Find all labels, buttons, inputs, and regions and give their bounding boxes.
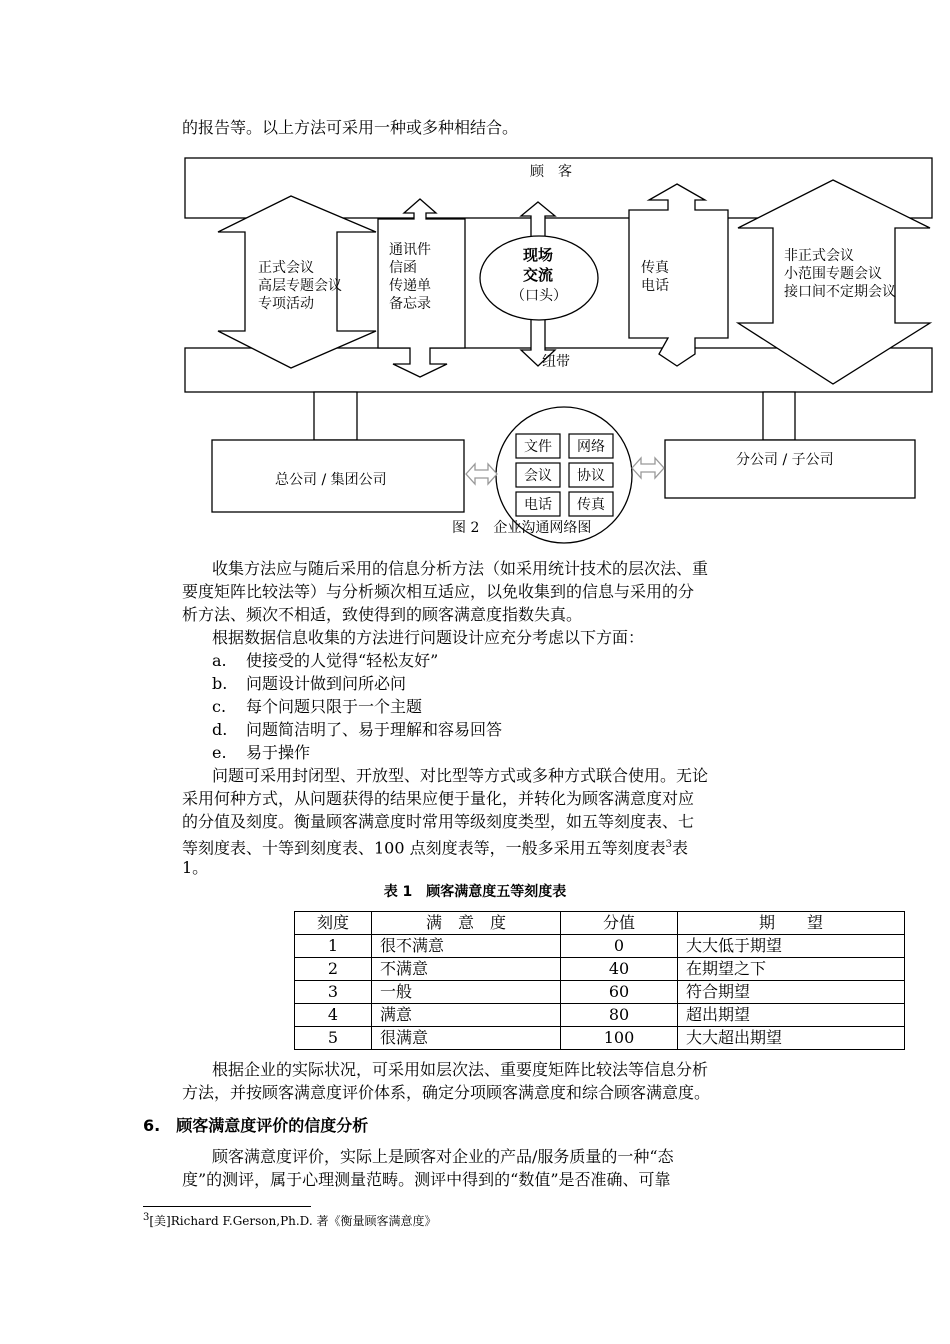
footnote-ref: 3 bbox=[665, 839, 673, 850]
left-line-3: 专项活动 bbox=[258, 296, 314, 312]
cell-6-label: 传真 bbox=[577, 497, 605, 513]
branch-box bbox=[665, 440, 915, 498]
p3-line-1: 问题可采用封闭型、开放型、对比型等方式或多种方式联合使用。无论 bbox=[212, 766, 709, 785]
p1-line-3: 析方法、频次不相适，致使得到的顾客满意度指数失真。 bbox=[182, 605, 583, 624]
cell-3-label: 会议 bbox=[524, 468, 552, 484]
branch-link-arrow bbox=[763, 392, 795, 440]
p1-line-1: 收集方法应与随后采用的信息分析方法（如采用统计技术的层次法、重 bbox=[212, 559, 709, 578]
p3-line-2: 采用何种方式，从问题获得的结果应便于量化，并转化为顾客满意度对应 bbox=[182, 789, 695, 808]
communication-network-diagram bbox=[0, 0, 950, 560]
box2-line-2: 信函 bbox=[389, 260, 417, 276]
box4-line-1: 传真 bbox=[641, 260, 669, 276]
list-item: c. 每个问题只限于一个主题 bbox=[212, 697, 423, 716]
table-row: 4 满意 80 超出期望 bbox=[295, 1004, 905, 1027]
table-header: 分值 bbox=[561, 912, 678, 935]
cell-2-label: 网络 bbox=[577, 439, 605, 455]
cell-5-label: 电话 bbox=[524, 497, 552, 513]
p4-line-2: 方法，并按顾客满意度评价体系，确定分项顾客满意度和综合顾客满意度。 bbox=[182, 1083, 711, 1102]
right-link-arrow bbox=[632, 458, 664, 478]
p3-line-5: 1。 bbox=[182, 858, 209, 877]
p3-line-4: 等刻度表、十等到刻度表、100 点刻度表等，一般多采用五等刻度表$^3$表 bbox=[182, 838, 689, 858]
satisfaction-scale-table bbox=[294, 911, 905, 1050]
list-item: d. 问题简洁明了、易于理解和容易回答 bbox=[212, 720, 503, 739]
right-line-1: 非正式会议 bbox=[784, 248, 854, 264]
hq-link-arrow bbox=[314, 392, 357, 440]
p5-line-1: 顾客满意度评价，实际上是顾客对企业的产品/服务质量的一种“态 bbox=[212, 1147, 674, 1166]
table-header: 刻度 bbox=[295, 912, 372, 935]
table-header: 期 望 bbox=[678, 912, 905, 935]
left-line-1: 正式会议 bbox=[258, 260, 314, 276]
p2: 根据数据信息收集的方法进行问题设计应充分考虑以下方面： bbox=[212, 628, 645, 647]
box2-line-3: 传递单 bbox=[389, 278, 431, 294]
table-row: 3 一般 60 符合期望 bbox=[295, 981, 905, 1004]
list-item: b. 问题设计做到问所必问 bbox=[212, 674, 407, 693]
figure-caption: 图 2 企业沟通网络图 bbox=[452, 520, 592, 536]
table-row: 5 很满意 100 大大超出期望 bbox=[295, 1027, 905, 1050]
table-row: 1 很不满意 0 大大低于期望 bbox=[295, 935, 905, 958]
box4-line-2: 电话 bbox=[641, 278, 669, 294]
list-item: e. 易于操作 bbox=[212, 743, 311, 762]
ellipse-line-1: 现场 bbox=[523, 246, 554, 264]
p3-line-3: 的分值及刻度。衡量顾客满意度时常用等级刻度类型，如五等刻度表、七 bbox=[182, 812, 695, 831]
list-item: a. 使接受的人觉得“轻松友好” bbox=[212, 651, 439, 670]
left-line-2: 高层专题会议 bbox=[258, 278, 342, 294]
hq-label: 总公司 / 集团公司 bbox=[275, 472, 387, 488]
branch-label: 分公司 / 子公司 bbox=[736, 452, 834, 468]
right-line-2: 小范围专题会议 bbox=[784, 266, 882, 282]
footnote: $^3$[美]Richard F.Gerson,Ph.D. 著《衡量顾客满意度》 bbox=[143, 1212, 437, 1228]
p4-line-1: 根据企业的实际状况，可采用如层次法、重要度矩阵比较法等信息分析 bbox=[212, 1060, 709, 1079]
cell-1-label: 文件 bbox=[524, 439, 552, 455]
table-title: 表 1 顾客满意度五等刻度表 bbox=[383, 884, 567, 900]
left-link-arrow bbox=[466, 464, 497, 484]
cell-4-label: 协议 bbox=[577, 468, 605, 484]
box2-line-4: 备忘录 bbox=[389, 296, 431, 312]
box2-line-1: 通讯件 bbox=[389, 242, 431, 258]
table-header: 满 意 度 bbox=[372, 912, 561, 935]
ellipse-line-2: 交流 bbox=[523, 266, 554, 284]
p1-line-2: 要度矩阵比较法等）与分析频次相互适应，以免收集到的信息与采用的分 bbox=[182, 582, 695, 601]
right-line-3: 接口间不定期会议 bbox=[784, 284, 896, 300]
band-label: 纽带 bbox=[542, 354, 570, 370]
footnote-divider bbox=[143, 1206, 311, 1207]
p5-line-2: 度”的测评，属于心理测量范畴。测评中得到的“数值”是否准确、可靠 bbox=[182, 1170, 671, 1189]
section-heading: 6. 顾客满意度评价的信度分析 bbox=[143, 1116, 369, 1135]
ellipse-line-3: （口头） bbox=[511, 288, 567, 304]
customer-label: 顾 客 bbox=[530, 164, 572, 180]
table-row: 2 不满意 40 在期望之下 bbox=[295, 958, 905, 981]
table-header-row bbox=[295, 912, 905, 935]
intro-line: 的报告等。以上方法可采用一种或多种相结合。 bbox=[182, 118, 519, 137]
